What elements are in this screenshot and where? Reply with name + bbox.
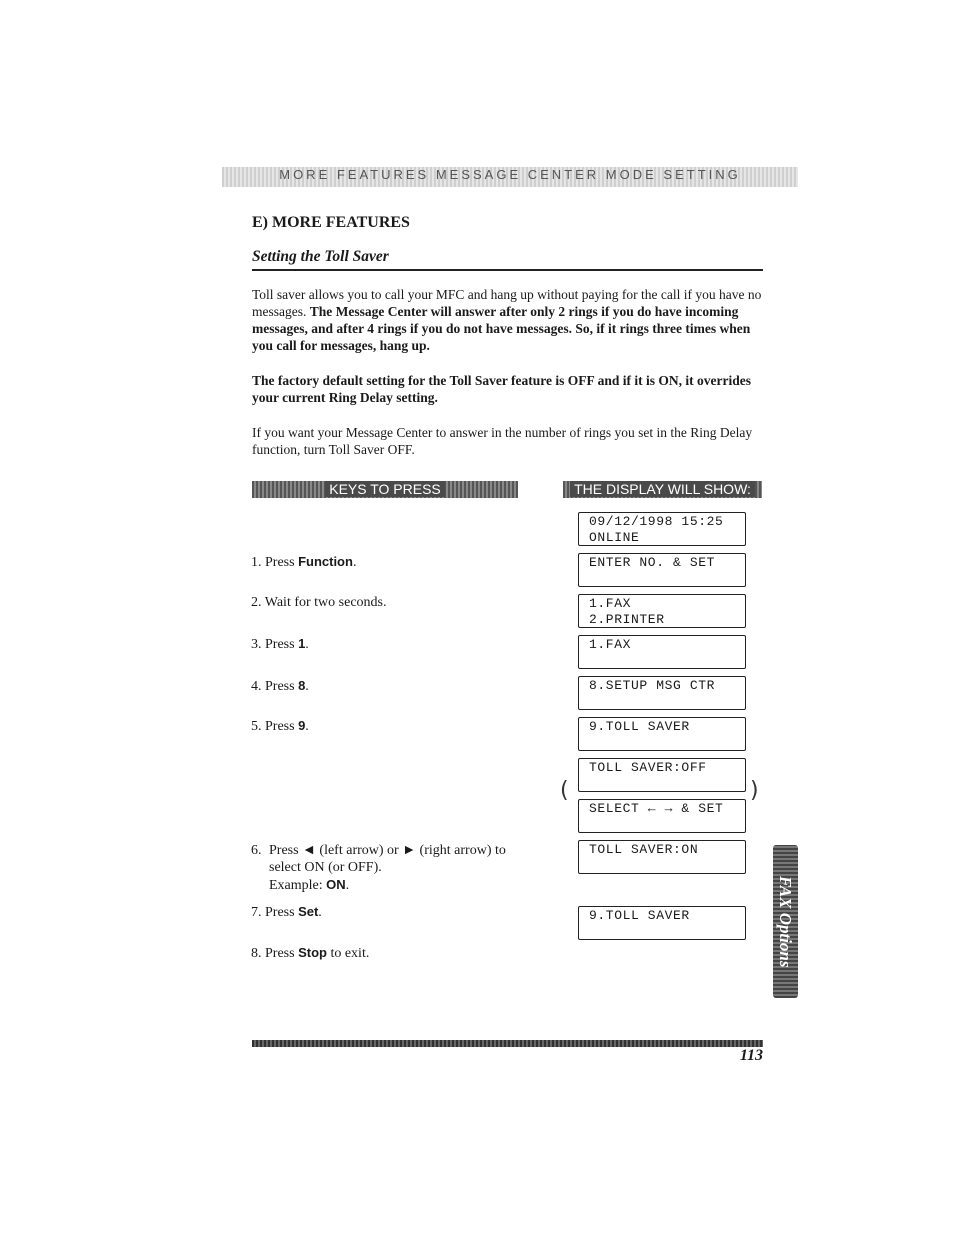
step-text: Press <box>265 905 299 920</box>
step-key: 1 <box>298 636 306 651</box>
lcd-display-enter <box>578 553 746 587</box>
step-text-end: . <box>305 637 309 652</box>
step-number: 3. <box>251 637 262 652</box>
step-5 <box>251 717 531 735</box>
step-text-end: . <box>345 878 350 893</box>
paragraph-default-bold: The factory default setting for the Toll Saver feature is OFF and if it is ON, it overrides your current Ring Delay setting. <box>252 373 751 405</box>
step-text-end: . <box>352 555 357 570</box>
lcd-line-1: 9.TOLL SAVER <box>589 719 690 734</box>
lcd-display-toll-saver-final <box>578 906 746 940</box>
footer-band <box>252 1040 763 1047</box>
step-number: 5. <box>251 719 262 734</box>
lcd-display-setup <box>578 676 746 710</box>
section-title: E) MORE FEATURES <box>252 214 410 231</box>
right-bracket-icon: ) <box>750 778 759 803</box>
lcd-line-1: ENTER NO. & SET <box>589 555 716 570</box>
step-text: Press <box>265 555 299 570</box>
step-text: Press <box>265 637 299 652</box>
paragraph-default <box>252 372 764 406</box>
lcd-line-1: TOLL SAVER:OFF <box>589 760 707 775</box>
step-key: 9 <box>298 718 306 733</box>
step-number: 2. <box>251 595 262 610</box>
lcd-line-1: 8.SETUP MSG CTR <box>589 678 716 693</box>
lcd-line-1: 09/12/1998 15:25 <box>589 514 724 529</box>
lcd-display-date <box>578 512 746 546</box>
step-key: 8 <box>298 678 306 693</box>
lcd-line-1: 1.FAX <box>589 596 632 611</box>
step-text: Press <box>265 946 299 961</box>
lcd-display-select <box>578 799 746 833</box>
step-number: 7. <box>251 905 262 920</box>
keys-to-press-header <box>252 481 518 498</box>
paragraph-intro-bold: The Message Center will answer after only 2 rings if you do have incoming messages, and after 4 rings if you do not have messages. So, if it rings three times when you call for messages, hang up. <box>252 304 751 353</box>
step-text: Press <box>265 679 299 694</box>
left-bracket-icon: ( <box>560 778 569 803</box>
step-text-end: . <box>318 905 322 920</box>
lcd-display-toll-saver <box>578 717 746 751</box>
step-2 <box>251 594 531 611</box>
step-key: Function <box>298 554 353 569</box>
lcd-display-fax <box>578 635 746 669</box>
paragraph-ring-delay: If you want your Message Center to answer in the number of rings you set in the Ring Delay function, turn Toll Saver OFF. <box>252 425 753 457</box>
step-number: 4. <box>251 679 262 694</box>
step-text-end: to exit. <box>326 946 370 961</box>
paragraph-intro <box>252 286 764 354</box>
section-subtitle: Setting the Toll Saver <box>252 248 389 265</box>
lcd-line-1: TOLL SAVER:ON <box>589 842 699 857</box>
chapter-tab-label: FAX Options <box>776 875 795 968</box>
lcd-line-1: 9.TOLL SAVER <box>589 908 690 923</box>
step-4 <box>251 677 531 695</box>
step-text: Press ◄ (left arrow) or ► (right arrow) to select ON (or OFF). <box>269 843 506 875</box>
step-3 <box>251 635 531 653</box>
step-text-end: . <box>305 719 309 734</box>
step-number: 6. <box>251 843 262 858</box>
display-header-label: THE DISPLAY WILL SHOW: <box>570 481 755 497</box>
lcd-line-2: ONLINE <box>589 530 640 545</box>
display-header <box>563 481 762 498</box>
step-8 <box>251 944 531 962</box>
step-number: 8. <box>251 946 262 961</box>
step-key: Set <box>298 904 319 919</box>
step-text-end: . <box>305 679 309 694</box>
step-text: Press <box>265 719 299 734</box>
paragraph-intro-plain: Toll saver allows you to call your MFC and hang up without paying for the call if you have no messages. <box>252 287 762 319</box>
lcd-display-toll-on <box>578 840 746 874</box>
step-7 <box>251 903 531 921</box>
step-example-label: Example: <box>269 878 327 893</box>
step-6 <box>251 842 526 894</box>
lcd-line-1: 1.FAX <box>589 637 632 652</box>
step-key: Stop <box>298 945 327 960</box>
step-1 <box>251 553 531 571</box>
subtitle-rule <box>252 269 763 271</box>
step-text: Wait for two seconds. <box>264 595 387 610</box>
running-header: MORE FEATURES MESSAGE CENTER MODE SETTING <box>279 168 741 182</box>
page-number: 113 <box>739 1047 763 1064</box>
keys-to-press-label: KEYS TO PRESS <box>325 481 445 497</box>
step-number: 1. <box>251 555 262 570</box>
lcd-line-2: 2.PRINTER <box>589 612 665 627</box>
lcd-display-menu <box>578 594 746 628</box>
lcd-display-toll-off <box>578 758 746 792</box>
lcd-line-1: SELECT ← → & SET <box>589 801 724 816</box>
step-key: ON <box>326 877 346 892</box>
